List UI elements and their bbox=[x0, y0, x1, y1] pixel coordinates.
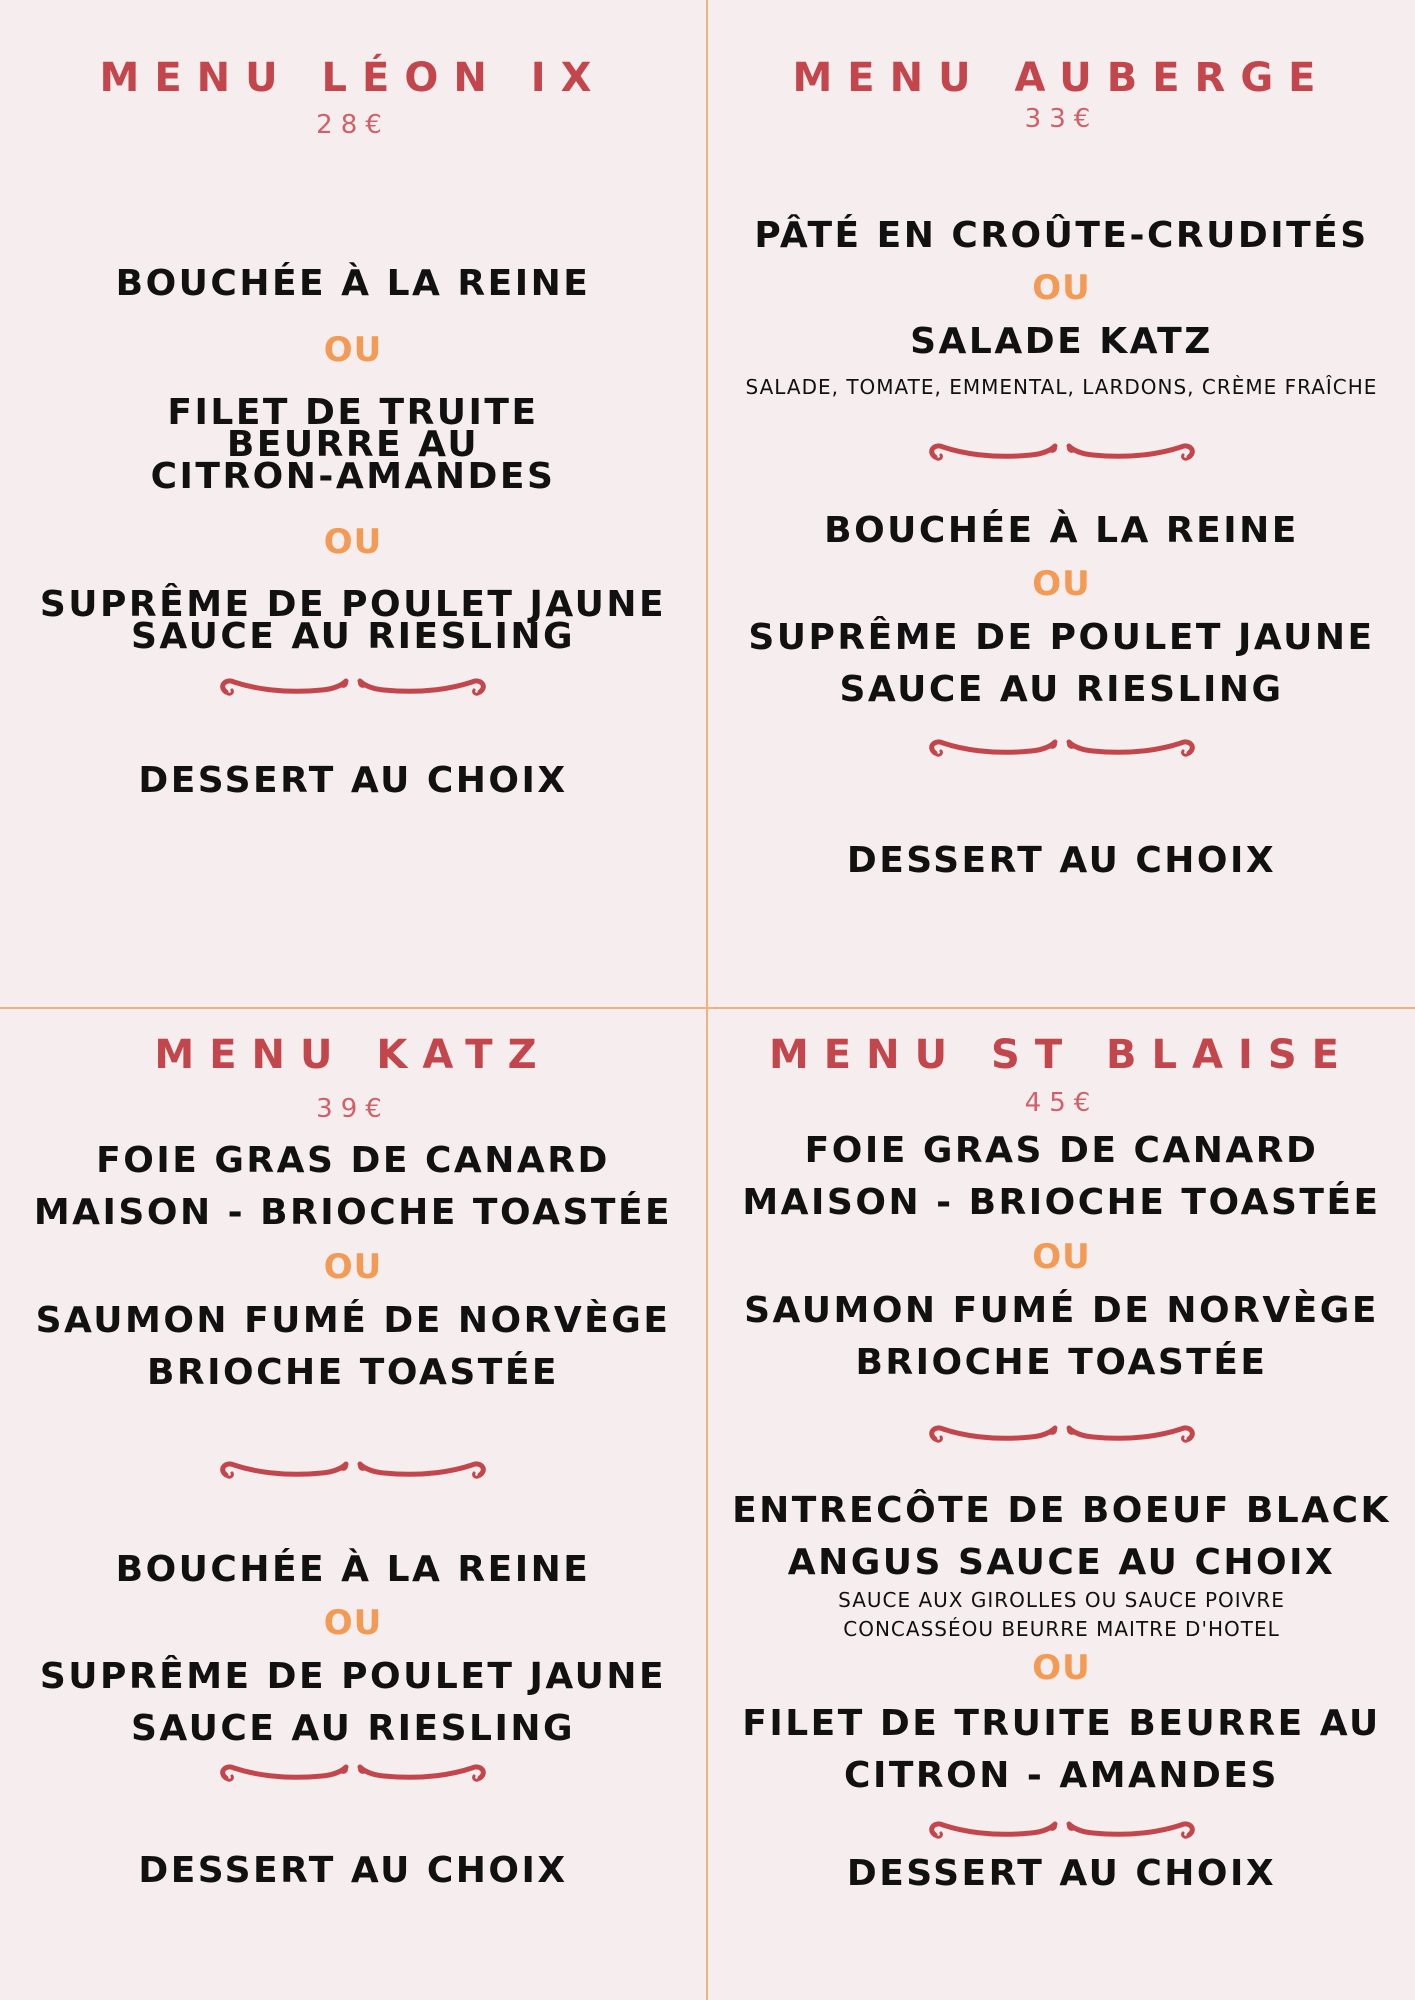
or-separator: OU bbox=[323, 1603, 383, 1643]
dish-note: SAUCE AUX GIROLLES OU SAUCE POIVRE CONCASSÉOU BEURRE MAITRE D'HOTEL bbox=[838, 1588, 1285, 1641]
menu-price: 39€ bbox=[316, 1094, 390, 1124]
dessert-item: DESSERT AU CHOIX bbox=[846, 840, 1277, 881]
or-separator: OU bbox=[323, 1247, 383, 1287]
or-separator: OU bbox=[1032, 564, 1091, 604]
dish-item: FOIE GRAS DE CANARD MAISON - BRIOCHE TOASTÉE bbox=[33, 1140, 673, 1233]
or-separator: OU bbox=[1032, 1648, 1091, 1688]
or-separator: OU bbox=[1032, 1237, 1091, 1277]
scroll-divider-icon bbox=[212, 672, 494, 702]
dish-item: FILET DE TRUITE BEURRE AU CITRON - AMANDES bbox=[742, 1703, 1381, 1796]
dish-item: FILET DE TRUITE BEURRE AU CITRON-AMANDES bbox=[150, 392, 556, 497]
dish-item: SAUMON FUMÉ DE NORVÈGE BRIOCHE TOASTÉE bbox=[35, 1300, 671, 1393]
menu-price: 45€ bbox=[1024, 1088, 1099, 1118]
menu-title: MENU KATZ bbox=[154, 1032, 552, 1078]
scroll-divider-icon bbox=[212, 1455, 494, 1485]
scroll-divider-icon bbox=[921, 437, 1203, 467]
scroll-divider-icon bbox=[921, 1419, 1203, 1449]
scroll-divider-icon bbox=[921, 1815, 1203, 1845]
or-separator: OU bbox=[1032, 268, 1091, 308]
menu-price: 28€ bbox=[316, 110, 390, 140]
dish-item: SUPRÊME DE POULET JAUNE SAUCE AU RIESLING bbox=[39, 584, 667, 657]
dish-note: SALADE, TOMATE, EMMENTAL, LARDONS, CRÈME FRAÎCHE bbox=[745, 375, 1378, 399]
horizontal-divider bbox=[0, 1007, 1415, 1009]
or-separator: OU bbox=[323, 522, 383, 562]
scroll-divider-icon bbox=[212, 1758, 494, 1788]
menu-title: MENU ST BLAISE bbox=[769, 1032, 1354, 1078]
scroll-divider-icon bbox=[921, 733, 1203, 763]
menu-price: 33€ bbox=[1024, 104, 1099, 134]
or-separator: OU bbox=[323, 330, 383, 370]
menu-title: MENU AUBERGE bbox=[792, 55, 1331, 101]
dish-item: SALADE KATZ bbox=[910, 321, 1213, 362]
dessert-item: DESSERT AU CHOIX bbox=[138, 760, 568, 801]
dish-item: BOUCHÉE À LA REINE bbox=[115, 1549, 591, 1590]
dish-item: BOUCHÉE À LA REINE bbox=[824, 510, 1299, 551]
dish-item: BOUCHÉE À LA REINE bbox=[115, 263, 591, 304]
dessert-item: DESSERT AU CHOIX bbox=[138, 1850, 568, 1891]
dish-item: ENTRECÔTE DE BOEUF BLACK ANGUS SAUCE AU CHOIX bbox=[732, 1490, 1391, 1583]
dish-item: PÂTÉ EN CROÛTE-CRUDITÉS bbox=[754, 215, 1369, 256]
dish-item: SUPRÊME DE POULET JAUNE SAUCE AU RIESLING bbox=[748, 617, 1375, 710]
dessert-item: DESSERT AU CHOIX bbox=[846, 1853, 1277, 1894]
menu-title: MENU LÉON IX bbox=[99, 55, 607, 101]
dish-item: SAUMON FUMÉ DE NORVÈGE BRIOCHE TOASTÉE bbox=[744, 1290, 1379, 1383]
dish-item: SUPRÊME DE POULET JAUNE SAUCE AU RIESLING bbox=[39, 1656, 667, 1749]
dish-item: FOIE GRAS DE CANARD MAISON - BRIOCHE TOASTÉE bbox=[742, 1130, 1381, 1223]
